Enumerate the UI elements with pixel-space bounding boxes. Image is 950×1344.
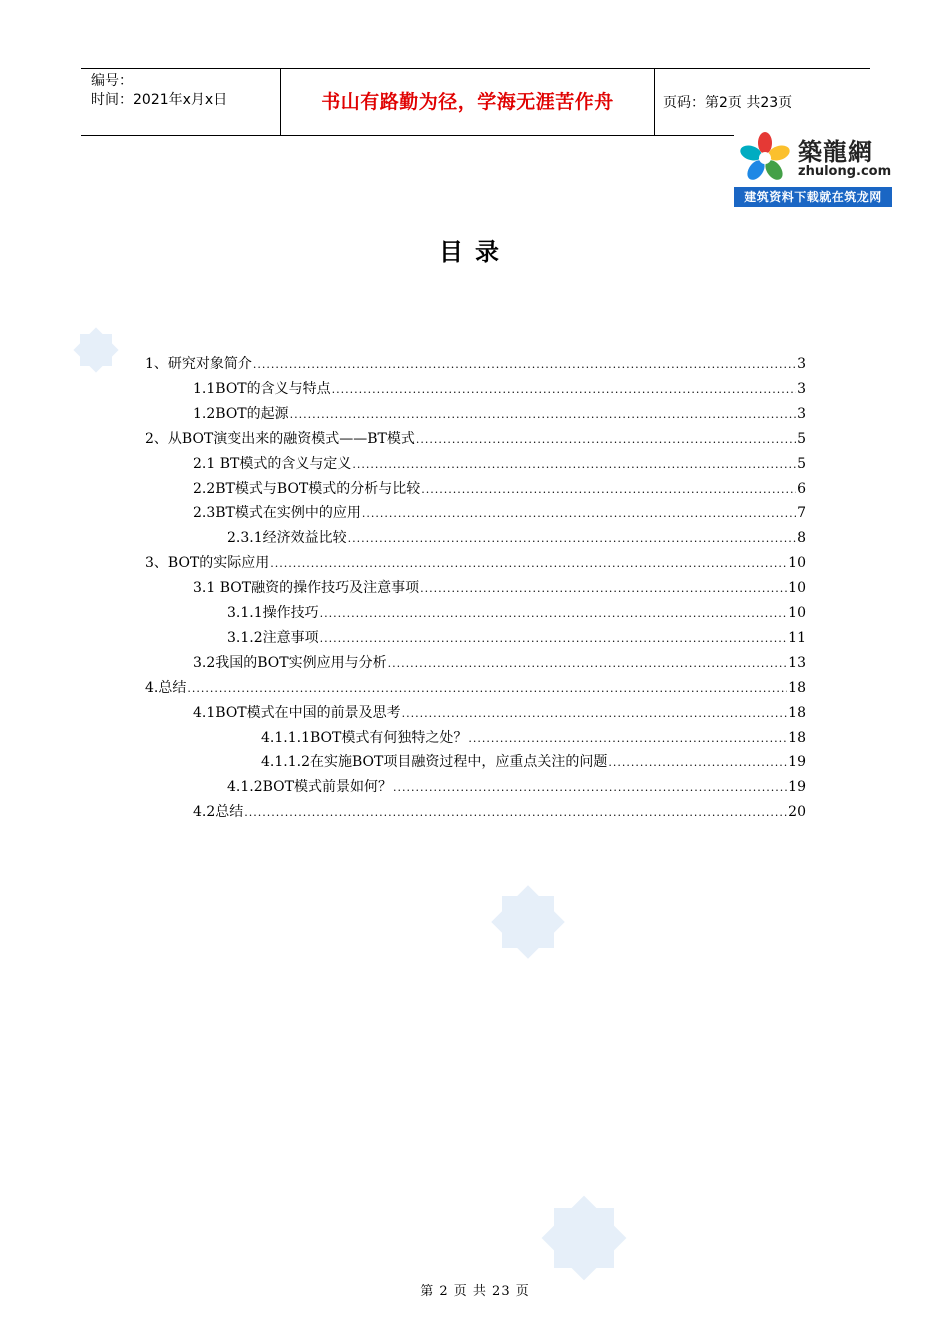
toc-entry-page: 10 — [788, 605, 806, 621]
toc-entry-label: 3、BOT的实际应用 — [145, 555, 270, 572]
toc-entry-label: 2.1 BT模式的含义与定义 — [193, 455, 352, 472]
toc-entry-label: 4.1.1.2在实施BOT项目融资过程中，应重点关注的问题 — [261, 754, 608, 771]
toc-entry-label: 4.1.1.1BOT模式有何独特之处？ — [261, 729, 468, 746]
zhulong-flower-icon — [736, 130, 794, 186]
toc-entry-page: 13 — [788, 654, 806, 671]
toc-entry[interactable] — [193, 501, 806, 525]
toc-entry-label: 3.2我国的BOT实例应用与分析 — [193, 654, 387, 671]
toc-leader-dots — [416, 428, 796, 452]
toc-entry-page: 8 — [797, 530, 806, 547]
toc-leader-dots — [270, 552, 787, 576]
toc-entry-label: 2、从BOT演变出来的融资模式——BT模式 — [145, 430, 415, 447]
toc-entry-label: 2.2BT模式与BOT模式的分析与比较 — [193, 480, 421, 497]
header-number: 编号： — [91, 73, 133, 89]
header-page-info: 页码：第2页 共23页 — [663, 95, 793, 111]
toc-entry[interactable] — [193, 576, 806, 600]
toc-entry-page: 11 — [788, 629, 806, 646]
toc-entry[interactable] — [227, 526, 806, 550]
toc-entry[interactable] — [193, 701, 806, 725]
toc-entry-page: 18 — [788, 704, 806, 721]
toc-entry-page: 5 — [797, 455, 806, 472]
page-title: 目录 — [439, 238, 511, 266]
toc-leader-dots — [244, 801, 787, 825]
toc-entry[interactable] — [145, 551, 806, 575]
logo-slogan: 建筑资料下载就在筑龙网 — [734, 187, 892, 207]
toc-leader-dots — [253, 353, 796, 377]
toc-entry-label: 3.1.1操作技巧 — [227, 605, 319, 621]
toc-entry[interactable] — [193, 651, 806, 675]
zhulong-logo — [734, 130, 892, 207]
toc-entry-label: 4.1.2BOT模式前景如何？ — [227, 779, 392, 796]
toc-entry-page: 5 — [797, 430, 806, 447]
toc-leader-dots — [290, 403, 796, 427]
header-time: 时间：2021年x月x日 — [91, 92, 228, 108]
toc-entry[interactable] — [193, 800, 806, 824]
toc-entry[interactable] — [193, 402, 806, 426]
toc-entry-page: 19 — [788, 779, 806, 796]
toc-leader-dots — [187, 677, 787, 701]
toc-entry[interactable] — [227, 601, 806, 625]
toc-leader-dots — [320, 627, 788, 651]
toc-entry[interactable] — [193, 477, 806, 501]
toc-leader-dots — [352, 453, 796, 477]
toc-entry-page: 18 — [788, 729, 806, 746]
toc-entry-page: 6 — [797, 480, 806, 497]
toc-entry-page: 20 — [788, 804, 806, 821]
toc-leader-dots — [608, 751, 787, 775]
toc-leader-dots — [468, 727, 787, 751]
toc-entry-page: 10 — [788, 580, 806, 597]
page-header — [81, 68, 870, 136]
toc-leader-dots — [320, 602, 788, 626]
toc-entry-label: 4.1BOT模式在中国的前景及思考 — [193, 704, 401, 721]
toc-entry-page: 18 — [788, 679, 806, 696]
toc-entry-label: 4.2总结 — [193, 804, 244, 821]
toc-leader-dots — [362, 502, 796, 526]
toc-entry-label: 1、研究对象简介 — [145, 356, 252, 372]
toc-leader-dots — [402, 702, 788, 726]
toc-leader-dots — [421, 478, 796, 502]
toc-leader-dots — [388, 652, 788, 676]
toc-entry-label: 3.1 BOT融资的操作技巧及注意事项 — [193, 580, 420, 597]
toc-entry-page: 7 — [797, 505, 806, 522]
header-meta — [81, 69, 281, 135]
toc-entry[interactable] — [193, 452, 806, 476]
watermark-flower-icon — [476, 870, 580, 974]
logo-name-en: zhulong.com — [798, 164, 892, 179]
toc-entry[interactable] — [145, 352, 806, 376]
toc-entry[interactable] — [227, 626, 806, 650]
toc-entry-page: 3 — [797, 380, 806, 397]
toc-entry-label: 3.1.2注意事项 — [227, 629, 319, 646]
toc-entry-page: 3 — [797, 405, 806, 422]
toc-entry-label: 1.2BOT的起源 — [193, 405, 289, 422]
toc-leader-dots — [393, 776, 787, 800]
toc-entry-page: 19 — [788, 754, 806, 771]
logo-name-cn: 築龍網 — [798, 137, 873, 166]
toc-entry[interactable] — [193, 377, 806, 401]
toc-leader-dots — [332, 378, 796, 402]
toc-entry-label: 4.总结 — [145, 679, 187, 696]
toc-entry[interactable] — [145, 676, 806, 700]
page-footer: 第 2 页 共 23 页 — [420, 1284, 530, 1299]
toc-entry-page: 3 — [797, 356, 806, 372]
watermark-flower-icon — [64, 318, 128, 382]
toc-entry-label: 2.3BT模式在实例中的应用 — [193, 505, 361, 522]
toc-entry[interactable] — [227, 775, 806, 799]
toc-entry[interactable] — [145, 427, 806, 451]
toc-entry[interactable] — [261, 726, 806, 750]
toc-entry-label: 2.3.1经济效益比较 — [227, 530, 347, 547]
header-motto: 书山有路勤为径，学海无涯苦作舟 — [281, 69, 655, 135]
toc-entry[interactable] — [261, 750, 806, 774]
toc-entry-label: 1.1BOT的含义与特点 — [193, 380, 331, 397]
toc-entry-page: 10 — [788, 555, 806, 572]
toc-leader-dots — [420, 577, 787, 601]
toc-leader-dots — [348, 527, 796, 551]
